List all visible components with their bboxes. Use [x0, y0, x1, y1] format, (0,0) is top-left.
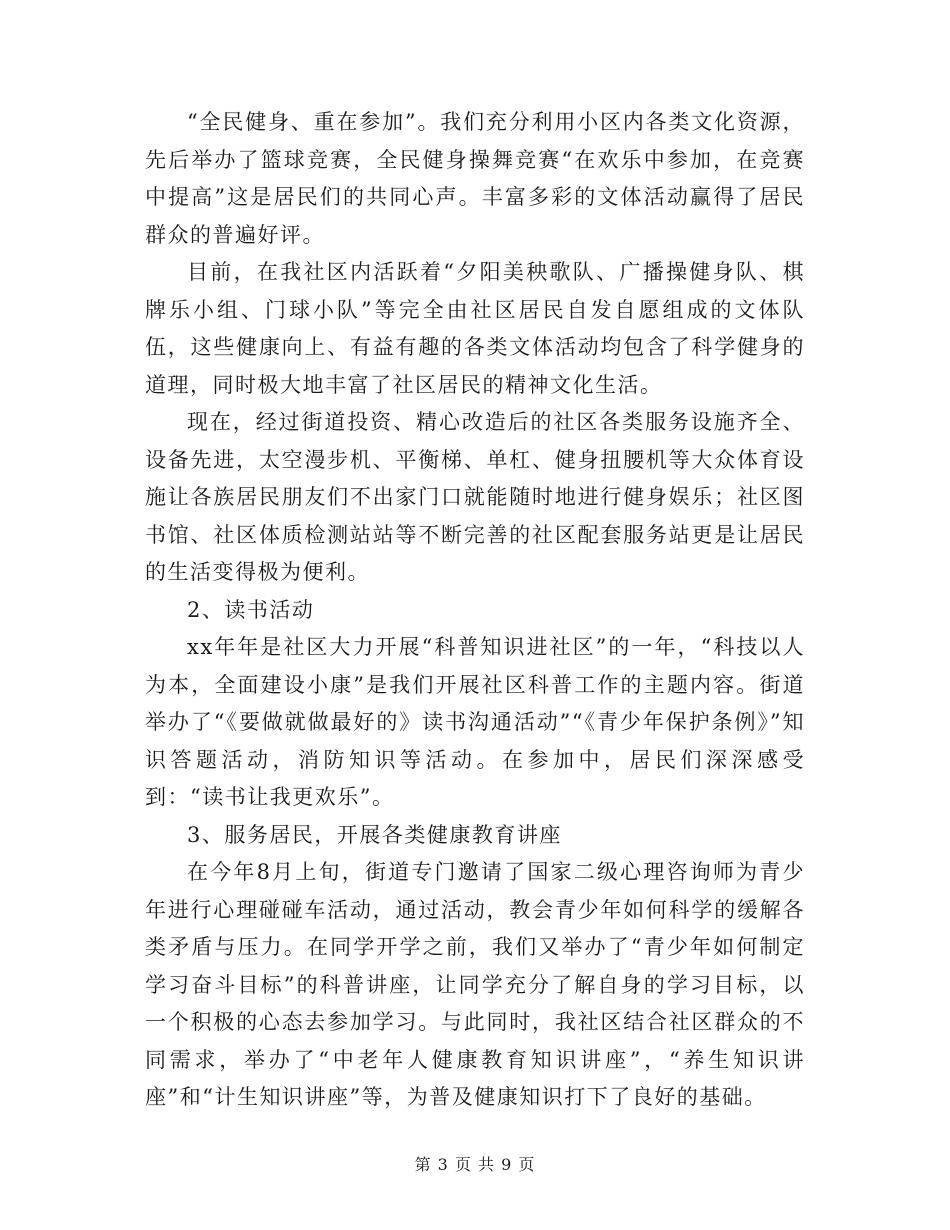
paragraph-teams: 目前，在我社区内活跃着“夕阳美秧歌队、广播操健身队、棋牌乐小组、门球小队”等完全由社区居民自发自愿组成的文体队伍，这些健康向上、有益有趣的各类文体活动均包含了科学健身的道理，同时极大地丰富了社区居民的精神文化生活。	[145, 260, 805, 397]
section-heading-reading: 2、读书活动	[187, 597, 315, 622]
paragraph-facilities: 现在，经过街道投资、精心改造后的社区各类服务设施齐全、设备先进，太空漫步机、平衡梯、单杠、健身扭腰机等大众体育设施让各族居民朋友们不出家门口就能随时地进行健身娱乐；社区图书馆、社区体质检测站站等不断完善的社区配套服务站更是让居民的生活变得极为便利。	[145, 410, 805, 584]
paragraph-service: 在今年8月上旬，街道专门邀请了国家二级心理咨询师为青少年进行心理碰碰车活动，通过活动，教会青少年如何科学的缓解各类矛盾与压力。在同学开学之前，我们又举办了“青少年如何制定学习奋斗目标”的科普讲座，让同学充分了解自身的学习目标，以一个积极的心态去参加学习。与此同时，我社区结合社区群众的不同需求，举办了“中老年人健康教育知识讲座”，“养生知识讲座”和“计生知识讲座”等，为普及健康知识打下了良好的基础。	[145, 860, 805, 1109]
document-body	[145, 104, 805, 1117]
paragraph-reading: xx年年是社区大力开展“科普知识进社区”的一年，“科技以人为本，全面建设小康”是我们开展社区科普工作的主题内容。街道举办了“《要做就做最好的》读书沟通活动”“《青少年保护条例》”知识答题活动，消防知识等活动。在参加中，居民们深深感受到：“读书让我更欢乐”。	[145, 635, 805, 809]
paragraph-fitness: “全民健身、重在参加”。我们充分利用小区内各类文化资源，先后举办了篮球竞赛，全民健身操舞竞赛“在欢乐中参加，在竞赛中提高”这是居民们的共同心声。丰富多彩的文体活动赢得了居民群众的普遍好评。	[145, 110, 805, 247]
page-number-footer: 第 3 页 共 9 页	[414, 1155, 536, 1174]
section-heading-service: 3、服务居民，开展各类健康教育讲座	[187, 822, 562, 847]
